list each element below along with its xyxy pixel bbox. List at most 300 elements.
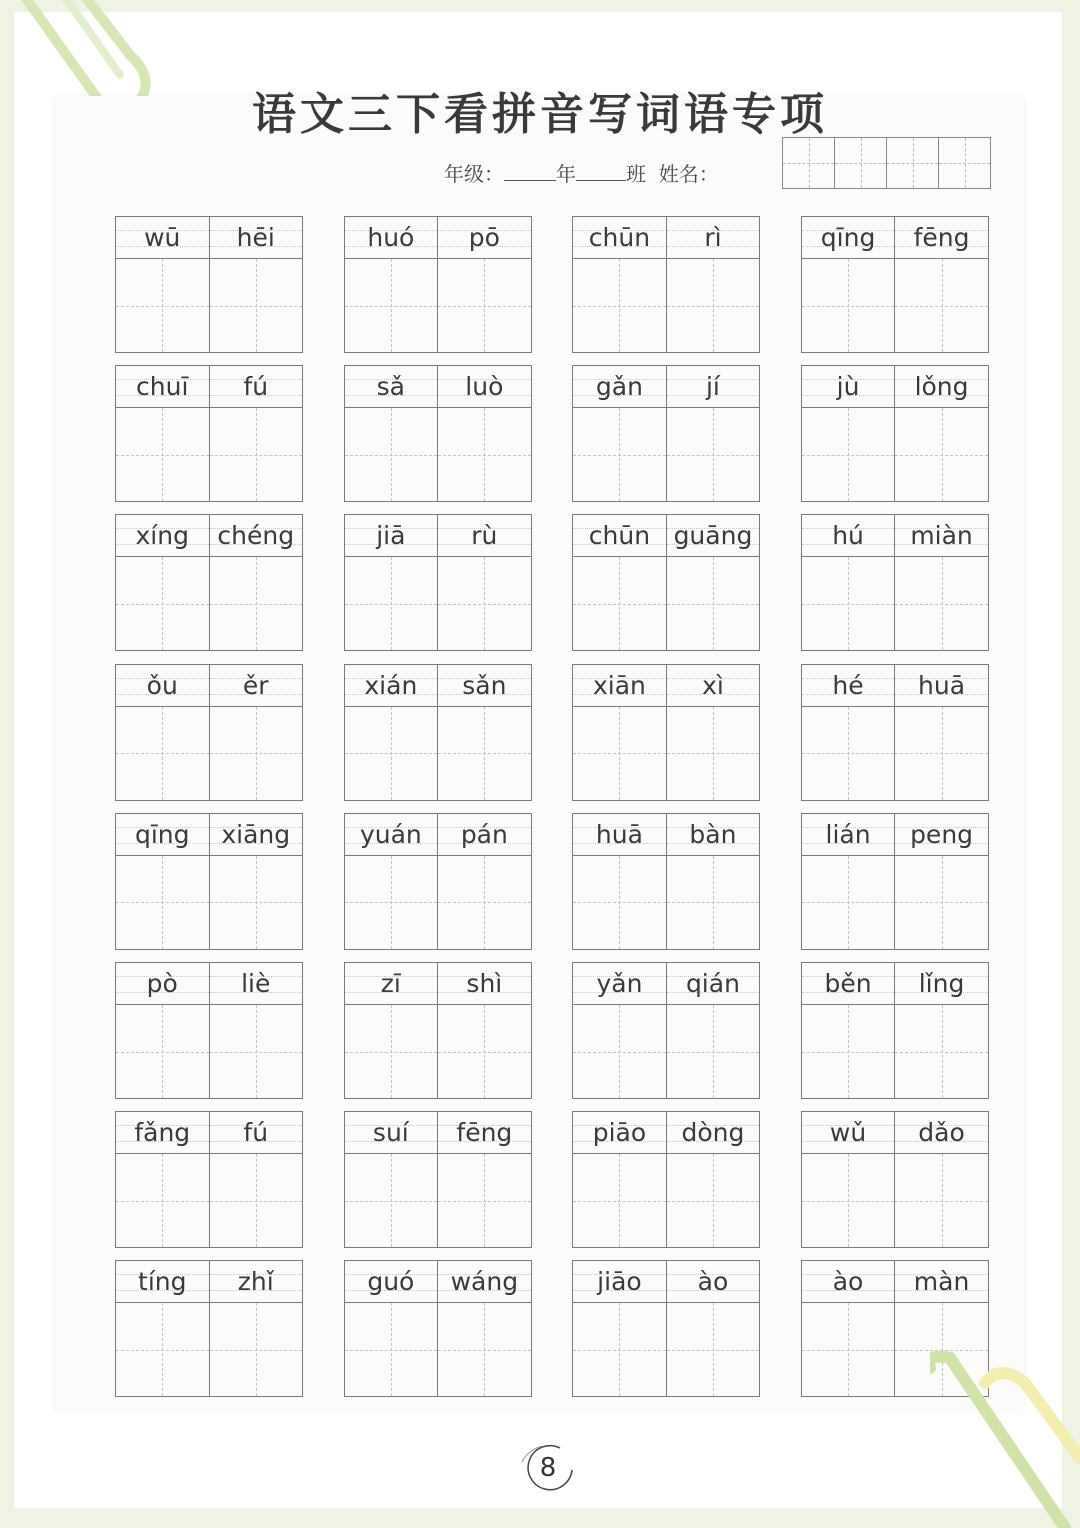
word-cell bbox=[572, 216, 760, 353]
character-writing-box[interactable] bbox=[573, 408, 667, 501]
word-cell bbox=[572, 365, 760, 502]
pinyin-text: fēng bbox=[456, 1118, 513, 1148]
character-writing-box[interactable] bbox=[116, 1005, 210, 1098]
word-cell bbox=[115, 514, 303, 651]
pinyin-row bbox=[115, 514, 303, 557]
pinyin-text: xì bbox=[702, 670, 724, 700]
pinyin-syllable bbox=[895, 963, 988, 1004]
character-writing-box[interactable] bbox=[345, 259, 439, 352]
pinyin-text: dǎo bbox=[918, 1118, 965, 1148]
pinyin-row bbox=[572, 1260, 760, 1303]
pinyin-syllable bbox=[667, 665, 760, 706]
character-writing-box[interactable] bbox=[438, 557, 531, 650]
character-writing-box[interactable] bbox=[667, 1005, 760, 1098]
pinyin-text: běn bbox=[824, 969, 872, 998]
pinyin-text: gǎn bbox=[595, 372, 643, 402]
pinyin-syllable bbox=[345, 665, 439, 706]
word-cell bbox=[572, 1111, 760, 1248]
word-cell bbox=[572, 664, 760, 801]
tianzige-boxes bbox=[801, 407, 989, 502]
word-cell bbox=[344, 514, 532, 651]
pinyin-text: wū bbox=[144, 223, 181, 252]
tianzige-boxes bbox=[572, 1153, 760, 1248]
pinyin-text: wǔ bbox=[829, 1118, 867, 1148]
pinyin-syllable bbox=[895, 1261, 988, 1302]
word-cell bbox=[115, 1260, 303, 1397]
pinyin-text: hú bbox=[832, 521, 864, 551]
pinyin-syllable bbox=[667, 1261, 760, 1302]
tianzige-boxes bbox=[344, 1004, 532, 1099]
tianzige-boxes bbox=[572, 1302, 760, 1397]
character-writing-box[interactable] bbox=[667, 1303, 760, 1396]
character-writing-box[interactable] bbox=[438, 1154, 531, 1247]
tianzige-boxes bbox=[115, 407, 303, 502]
character-writing-box[interactable] bbox=[573, 557, 667, 650]
character-writing-box[interactable] bbox=[116, 557, 210, 650]
character-writing-box[interactable] bbox=[116, 707, 210, 800]
tianzige-boxes bbox=[801, 556, 989, 651]
character-writing-box[interactable] bbox=[895, 259, 988, 352]
name-box[interactable] bbox=[783, 138, 835, 188]
pinyin-text: huó bbox=[367, 223, 415, 252]
pinyin-row bbox=[801, 962, 989, 1005]
character-writing-box[interactable] bbox=[895, 408, 988, 501]
character-writing-box[interactable] bbox=[667, 259, 760, 352]
pinyin-row bbox=[344, 813, 532, 856]
character-writing-box[interactable] bbox=[802, 707, 896, 800]
pinyin-text: xián bbox=[364, 670, 418, 700]
pinyin-row bbox=[115, 1260, 303, 1303]
pinyin-text: ǒu bbox=[146, 670, 178, 700]
tianzige-boxes bbox=[801, 1004, 989, 1099]
character-writing-box[interactable] bbox=[802, 259, 896, 352]
word-cell bbox=[115, 1111, 303, 1248]
tianzige-boxes bbox=[344, 407, 532, 502]
pinyin-syllable bbox=[210, 1261, 303, 1302]
pinyin-text: xiān bbox=[592, 670, 646, 700]
pinyin-row bbox=[115, 664, 303, 707]
character-writing-box[interactable] bbox=[573, 707, 667, 800]
pinyin-text: jiā bbox=[376, 521, 406, 551]
pinyin-syllable bbox=[573, 1261, 667, 1302]
tianzige-boxes bbox=[801, 1302, 989, 1397]
pinyin-syllable bbox=[345, 814, 439, 855]
pinyin-syllable bbox=[210, 217, 303, 258]
character-writing-box[interactable] bbox=[210, 707, 303, 800]
pinyin-syllable bbox=[895, 366, 988, 407]
pinyin-syllable bbox=[438, 1112, 531, 1153]
pinyin-syllable bbox=[573, 814, 667, 855]
pinyin-text: sǎ bbox=[376, 372, 406, 402]
tianzige-boxes bbox=[115, 706, 303, 801]
pinyin-syllable bbox=[802, 515, 896, 556]
character-writing-box[interactable] bbox=[438, 259, 531, 352]
pinyin-syllable bbox=[438, 366, 531, 407]
word-cell bbox=[572, 813, 760, 950]
tianzige-boxes bbox=[115, 1153, 303, 1248]
pinyin-text: lǒng bbox=[914, 372, 969, 402]
character-writing-box[interactable] bbox=[573, 1303, 667, 1396]
name-label: 姓名： bbox=[658, 162, 719, 186]
pinyin-row bbox=[572, 216, 760, 259]
pinyin-syllable bbox=[573, 665, 667, 706]
name-box[interactable] bbox=[887, 138, 939, 188]
tianzige-boxes bbox=[344, 258, 532, 353]
pinyin-text: dòng bbox=[681, 1118, 745, 1148]
pinyin-text: fǎng bbox=[134, 1118, 191, 1148]
pinyin-syllable bbox=[210, 515, 303, 556]
character-writing-box[interactable] bbox=[895, 856, 988, 949]
tianzige-boxes bbox=[344, 855, 532, 950]
word-cell bbox=[344, 216, 532, 353]
pinyin-text: qīng bbox=[820, 223, 876, 252]
pinyin-syllable bbox=[438, 1261, 531, 1302]
pinyin-syllable bbox=[116, 963, 210, 1004]
pinyin-row bbox=[344, 514, 532, 557]
word-cell bbox=[801, 813, 989, 950]
word-cell bbox=[344, 962, 532, 1099]
pinyin-syllable bbox=[667, 515, 760, 556]
character-writing-box[interactable] bbox=[345, 1303, 439, 1396]
character-writing-box[interactable] bbox=[116, 1154, 210, 1247]
character-writing-box[interactable] bbox=[802, 1005, 896, 1098]
character-writing-box[interactable] bbox=[895, 1154, 988, 1247]
pinyin-syllable bbox=[116, 814, 210, 855]
pinyin-syllable bbox=[573, 515, 667, 556]
character-writing-box[interactable] bbox=[667, 856, 760, 949]
pinyin-text: yuán bbox=[359, 819, 422, 849]
pinyin-text: zhǐ bbox=[237, 1267, 274, 1297]
pinyin-text: chéng bbox=[217, 521, 295, 551]
tianzige-boxes bbox=[344, 1153, 532, 1248]
tianzige-boxes bbox=[115, 1004, 303, 1099]
pinyin-text: ěr bbox=[242, 670, 269, 700]
pinyin-syllable bbox=[345, 1261, 439, 1302]
pinyin-syllable bbox=[667, 366, 760, 407]
word-cell bbox=[115, 216, 303, 353]
tianzige-boxes bbox=[115, 556, 303, 651]
grade-blank[interactable] bbox=[504, 162, 556, 181]
character-writing-box[interactable] bbox=[345, 707, 439, 800]
pinyin-syllable bbox=[210, 1112, 303, 1153]
pinyin-text: wáng bbox=[450, 1267, 519, 1297]
word-cell bbox=[344, 1111, 532, 1248]
word-cell bbox=[572, 514, 760, 651]
tianzige-boxes bbox=[801, 855, 989, 950]
word-cell bbox=[801, 514, 989, 651]
word-cell bbox=[115, 664, 303, 801]
word-cell bbox=[801, 365, 989, 502]
pinyin-syllable bbox=[210, 963, 303, 1004]
pinyin-text: sǎn bbox=[462, 670, 507, 700]
pinyin-text: piāo bbox=[592, 1118, 647, 1148]
tianzige-boxes bbox=[572, 407, 760, 502]
name-box[interactable] bbox=[835, 138, 887, 188]
word-cell bbox=[801, 216, 989, 353]
pinyin-text: rù bbox=[471, 521, 498, 551]
character-writing-box[interactable] bbox=[573, 1154, 667, 1247]
pinyin-row bbox=[344, 216, 532, 259]
word-cell bbox=[572, 962, 760, 1099]
pinyin-text: màn bbox=[913, 1267, 970, 1297]
pinyin-text: huā bbox=[918, 670, 966, 700]
pinyin-row bbox=[801, 664, 989, 707]
pinyin-syllable bbox=[438, 217, 531, 258]
pinyin-syllable bbox=[802, 1261, 896, 1302]
pinyin-syllable bbox=[116, 366, 210, 407]
pinyin-row bbox=[572, 664, 760, 707]
student-info-line bbox=[444, 158, 719, 187]
pinyin-syllable bbox=[573, 366, 667, 407]
year-label: 年 bbox=[556, 162, 576, 186]
character-writing-box[interactable] bbox=[802, 856, 896, 949]
character-writing-box[interactable] bbox=[573, 259, 667, 352]
pinyin-text: qīng bbox=[134, 819, 190, 849]
pinyin-text: chūn bbox=[588, 223, 651, 252]
pinyin-text: pò bbox=[146, 969, 178, 998]
pinyin-text: lǐng bbox=[918, 969, 965, 998]
pinyin-syllable bbox=[802, 963, 896, 1004]
character-writing-box[interactable] bbox=[210, 408, 303, 501]
character-writing-box[interactable] bbox=[210, 1303, 303, 1396]
character-writing-box[interactable] bbox=[116, 856, 210, 949]
class-blank[interactable] bbox=[576, 162, 626, 181]
pinyin-text: luò bbox=[465, 372, 504, 402]
pinyin-syllable bbox=[802, 217, 896, 258]
pinyin-text: pō bbox=[468, 223, 500, 252]
pinyin-row bbox=[572, 813, 760, 856]
character-writing-box[interactable] bbox=[345, 557, 439, 650]
pinyin-syllable bbox=[345, 963, 439, 1004]
page-number: 8 bbox=[520, 1440, 576, 1496]
pinyin-text: suí bbox=[372, 1118, 409, 1148]
pinyin-syllable bbox=[895, 217, 988, 258]
word-cell bbox=[801, 664, 989, 801]
pinyin-text: fēng bbox=[913, 223, 970, 252]
character-writing-box[interactable] bbox=[895, 707, 988, 800]
character-writing-box[interactable] bbox=[895, 1005, 988, 1098]
tianzige-boxes bbox=[572, 1004, 760, 1099]
character-writing-box[interactable] bbox=[667, 707, 760, 800]
character-writing-box[interactable] bbox=[438, 707, 531, 800]
word-cell bbox=[801, 1111, 989, 1248]
pinyin-text: ào bbox=[832, 1267, 864, 1297]
character-writing-box[interactable] bbox=[802, 1303, 896, 1396]
pinyin-syllable bbox=[210, 665, 303, 706]
pinyin-syllable bbox=[210, 814, 303, 855]
pinyin-syllable bbox=[345, 217, 439, 258]
pinyin-syllable bbox=[345, 366, 439, 407]
pinyin-text: qián bbox=[685, 969, 740, 998]
pinyin-row bbox=[344, 365, 532, 408]
pinyin-syllable bbox=[667, 217, 760, 258]
character-writing-box[interactable] bbox=[345, 408, 439, 501]
pinyin-row bbox=[801, 1111, 989, 1154]
tianzige-boxes bbox=[801, 706, 989, 801]
pinyin-text: liè bbox=[241, 969, 271, 998]
pinyin-syllable bbox=[438, 814, 531, 855]
tianzige-boxes bbox=[572, 706, 760, 801]
pinyin-row bbox=[572, 365, 760, 408]
character-writing-box[interactable] bbox=[667, 408, 760, 501]
name-writing-boxes[interactable] bbox=[782, 137, 991, 189]
pinyin-text: hēi bbox=[236, 223, 275, 252]
pinyin-text: pán bbox=[460, 819, 508, 849]
pinyin-text: ào bbox=[697, 1267, 729, 1297]
character-writing-box[interactable] bbox=[438, 408, 531, 501]
pinyin-syllable bbox=[438, 665, 531, 706]
pinyin-text: xiāng bbox=[221, 819, 291, 849]
character-writing-box[interactable] bbox=[573, 1005, 667, 1098]
word-cell bbox=[801, 962, 989, 1099]
pinyin-text: jiāo bbox=[597, 1267, 642, 1297]
pinyin-text: shì bbox=[466, 969, 503, 998]
word-cell bbox=[344, 1260, 532, 1397]
pinyin-row bbox=[115, 962, 303, 1005]
pinyin-row bbox=[115, 216, 303, 259]
pinyin-row bbox=[115, 813, 303, 856]
pinyin-row bbox=[801, 813, 989, 856]
character-writing-box[interactable] bbox=[802, 1154, 896, 1247]
pinyin-syllable bbox=[895, 515, 988, 556]
name-box[interactable] bbox=[939, 138, 990, 188]
pinyin-text: yǎn bbox=[596, 969, 643, 998]
pinyin-syllable bbox=[116, 1261, 210, 1302]
pinyin-text: jí bbox=[705, 372, 720, 402]
pinyin-row bbox=[344, 1260, 532, 1303]
character-writing-box[interactable] bbox=[802, 408, 896, 501]
pinyin-syllable bbox=[573, 963, 667, 1004]
pinyin-syllable bbox=[895, 814, 988, 855]
pinyin-text: miàn bbox=[910, 521, 973, 551]
pinyin-text: chuī bbox=[136, 372, 189, 402]
pinyin-row bbox=[572, 514, 760, 557]
pinyin-syllable bbox=[438, 515, 531, 556]
character-writing-box[interactable] bbox=[802, 557, 896, 650]
pinyin-syllable bbox=[116, 515, 210, 556]
page-title: 语文三下看拼音写词语专项 bbox=[252, 89, 828, 140]
pinyin-row bbox=[572, 1111, 760, 1154]
pinyin-syllable bbox=[802, 1112, 896, 1153]
character-writing-box[interactable] bbox=[116, 259, 210, 352]
word-cell bbox=[115, 813, 303, 950]
pinyin-syllable bbox=[116, 217, 210, 258]
character-writing-box[interactable] bbox=[116, 408, 210, 501]
word-grid bbox=[115, 216, 989, 1398]
pinyin-text: xíng bbox=[135, 521, 189, 551]
pinyin-text: hé bbox=[832, 670, 864, 700]
character-writing-box[interactable] bbox=[345, 856, 439, 949]
character-writing-box[interactable] bbox=[210, 856, 303, 949]
word-cell bbox=[344, 664, 532, 801]
word-cell bbox=[115, 365, 303, 502]
word-cell bbox=[344, 365, 532, 502]
character-writing-box[interactable] bbox=[438, 1005, 531, 1098]
pinyin-row bbox=[801, 1260, 989, 1303]
character-writing-box[interactable] bbox=[210, 259, 303, 352]
character-writing-box[interactable] bbox=[438, 856, 531, 949]
pinyin-text: tíng bbox=[138, 1267, 187, 1297]
pinyin-syllable bbox=[667, 1112, 760, 1153]
character-writing-box[interactable] bbox=[895, 557, 988, 650]
pinyin-syllable bbox=[895, 1112, 988, 1153]
word-cell bbox=[572, 1260, 760, 1397]
pinyin-syllable bbox=[345, 1112, 439, 1153]
tianzige-boxes bbox=[801, 258, 989, 353]
character-writing-box[interactable] bbox=[667, 557, 760, 650]
pinyin-text: zī bbox=[380, 969, 401, 998]
pinyin-row bbox=[344, 1111, 532, 1154]
pinyin-syllable bbox=[573, 1112, 667, 1153]
tianzige-boxes bbox=[115, 258, 303, 353]
pinyin-syllable bbox=[438, 963, 531, 1004]
pinyin-syllable bbox=[895, 665, 988, 706]
pinyin-text: rì bbox=[704, 223, 722, 252]
character-writing-box[interactable] bbox=[438, 1303, 531, 1396]
grade-label: 年级： bbox=[444, 162, 504, 186]
pinyin-row bbox=[115, 365, 303, 408]
word-cell bbox=[344, 813, 532, 950]
pinyin-text: huā bbox=[595, 819, 643, 849]
character-writing-box[interactable] bbox=[667, 1154, 760, 1247]
word-cell bbox=[115, 962, 303, 1099]
pinyin-syllable bbox=[667, 963, 760, 1004]
pinyin-text: bàn bbox=[689, 819, 737, 849]
pinyin-text: jù bbox=[836, 372, 860, 402]
pinyin-syllable bbox=[802, 814, 896, 855]
character-writing-box[interactable] bbox=[116, 1303, 210, 1396]
tianzige-boxes bbox=[572, 556, 760, 651]
pinyin-syllable bbox=[802, 665, 896, 706]
pinyin-syllable bbox=[573, 217, 667, 258]
tianzige-boxes bbox=[572, 855, 760, 950]
character-writing-box[interactable] bbox=[895, 1303, 988, 1396]
tianzige-boxes bbox=[115, 855, 303, 950]
pinyin-row bbox=[801, 514, 989, 557]
pinyin-text: fú bbox=[243, 372, 269, 402]
character-writing-box[interactable] bbox=[345, 1154, 439, 1247]
tianzige-boxes bbox=[344, 706, 532, 801]
pinyin-syllable bbox=[345, 515, 439, 556]
tianzige-boxes bbox=[115, 1302, 303, 1397]
pinyin-syllable bbox=[116, 1112, 210, 1153]
pinyin-syllable bbox=[667, 814, 760, 855]
class-label: 班 bbox=[626, 162, 646, 186]
pinyin-row bbox=[572, 962, 760, 1005]
tianzige-boxes bbox=[801, 1153, 989, 1248]
pinyin-syllable bbox=[802, 366, 896, 407]
tianzige-boxes bbox=[344, 556, 532, 651]
character-writing-box[interactable] bbox=[573, 856, 667, 949]
pinyin-row bbox=[801, 365, 989, 408]
pinyin-text: lián bbox=[825, 819, 871, 849]
pinyin-syllable bbox=[210, 366, 303, 407]
pinyin-syllable bbox=[116, 665, 210, 706]
pinyin-text: peng bbox=[910, 819, 974, 849]
pinyin-text: fú bbox=[243, 1118, 269, 1148]
pinyin-row bbox=[344, 962, 532, 1005]
character-writing-box[interactable] bbox=[345, 1005, 439, 1098]
pinyin-row bbox=[801, 216, 989, 259]
pinyin-row bbox=[115, 1111, 303, 1154]
pinyin-text: guāng bbox=[673, 521, 753, 551]
character-writing-box[interactable] bbox=[210, 1005, 303, 1098]
pinyin-row bbox=[344, 664, 532, 707]
character-writing-box[interactable] bbox=[210, 1154, 303, 1247]
pinyin-text: guó bbox=[367, 1267, 415, 1297]
tianzige-boxes bbox=[344, 1302, 532, 1397]
character-writing-box[interactable] bbox=[210, 557, 303, 650]
